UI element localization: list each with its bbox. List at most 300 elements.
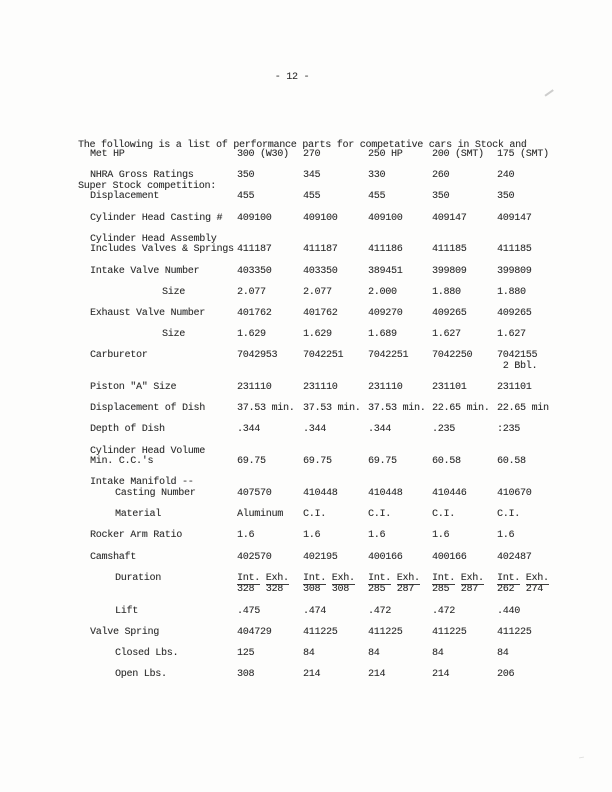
row-value <box>368 383 432 394</box>
value-line: 411185 <box>497 244 532 256</box>
row-value <box>368 649 432 660</box>
row-value <box>497 192 585 203</box>
value-line: 409147 <box>497 212 532 224</box>
value-line: .472 <box>368 605 392 617</box>
row-value <box>303 171 368 182</box>
duration-values: 308 308 <box>303 584 350 596</box>
row-value <box>303 245 368 256</box>
value-line: 22.65 min <box>497 403 549 415</box>
row-value <box>368 607 432 618</box>
row-value <box>368 309 432 320</box>
row-value <box>303 531 368 542</box>
row-value <box>432 192 497 203</box>
duration-exh-label: Exh. <box>265 572 289 584</box>
value-line: 175 (SMT) <box>497 149 549 160</box>
row-label <box>90 425 237 436</box>
row-value <box>368 489 432 500</box>
duration-values: 285 287 <box>432 584 479 596</box>
row-label-line: Piston "A" Size <box>90 382 177 394</box>
value-line: 7042250 <box>432 350 473 362</box>
value-line: 1.6 <box>368 530 386 542</box>
value-line: 402570 <box>237 551 272 563</box>
row-value <box>237 531 303 542</box>
row-value <box>368 245 432 256</box>
table-row <box>90 150 605 161</box>
value-line: 411185 <box>432 244 467 256</box>
row-value <box>237 383 303 394</box>
row-value <box>237 330 303 341</box>
scan-artifact <box>579 757 584 759</box>
row-value <box>368 351 432 362</box>
value-line: 1.880 <box>432 286 461 298</box>
row-label <box>90 235 237 256</box>
row-label <box>90 171 237 182</box>
row-value <box>237 489 303 500</box>
value-line: 231101 <box>432 382 467 394</box>
row-value <box>497 171 585 182</box>
row-value <box>432 171 497 182</box>
value-line: 410670 <box>497 488 532 499</box>
table-row <box>90 235 605 256</box>
value-line: 1.6 <box>432 530 450 542</box>
value-line: 7042251 <box>368 350 409 362</box>
row-label-line: Depth of Dish <box>90 424 165 436</box>
value-line: 403350 <box>237 265 272 277</box>
row-value <box>432 214 497 225</box>
value-line: 399809 <box>432 265 467 277</box>
row-label <box>90 574 237 585</box>
row-value <box>368 510 432 521</box>
value-line: .474 <box>303 605 327 617</box>
value-line: 240 <box>497 170 515 182</box>
row-value <box>432 425 497 436</box>
row-label-line: Carburetor <box>90 350 148 362</box>
value-line: 84 <box>368 647 380 659</box>
row-label-line: NHRA Gross Ratings <box>90 170 194 182</box>
table-row <box>90 574 605 596</box>
row-value <box>303 288 368 299</box>
row-label <box>90 553 237 564</box>
value-line: 7042251 <box>303 350 344 362</box>
table-row <box>90 510 605 521</box>
row-value <box>303 510 368 521</box>
value-line: 1.627 <box>432 329 461 341</box>
duration-values: 262 274 <box>497 584 544 596</box>
row-value <box>432 489 497 500</box>
row-label <box>90 649 237 660</box>
value-line: 214 <box>303 669 321 681</box>
row-label <box>90 447 237 468</box>
value-line: 7042953 <box>237 350 278 362</box>
table-row <box>90 649 605 660</box>
row-label-line: Intake Valve Number <box>90 265 200 277</box>
row-value <box>237 457 303 468</box>
row-value <box>432 628 497 639</box>
row-value <box>303 330 368 341</box>
row-value <box>497 553 585 564</box>
value-line: 455 <box>303 191 321 203</box>
row-value <box>237 288 303 299</box>
value-line: 2.077 <box>237 286 266 298</box>
row-value <box>237 628 303 639</box>
value-line: .344 <box>237 424 261 436</box>
value-line: 250 HP <box>368 149 403 160</box>
value-line: 409100 <box>237 212 272 224</box>
row-value <box>432 531 497 542</box>
value-line: 1.627 <box>497 329 526 341</box>
row-value <box>432 330 497 341</box>
table-row <box>90 670 605 681</box>
value-line: 404729 <box>237 626 272 638</box>
row-label <box>90 309 237 320</box>
row-value <box>303 214 368 225</box>
table-row <box>90 171 605 182</box>
row-value <box>303 457 368 468</box>
page-number: - 12 - <box>274 72 310 83</box>
row-value <box>237 510 303 521</box>
row-label <box>90 330 237 341</box>
value-line: 350 <box>497 191 515 203</box>
table-row <box>90 214 605 225</box>
row-value <box>497 245 585 256</box>
value-line: .344 <box>368 424 392 436</box>
value-line: 300 (W30) <box>237 149 289 160</box>
value-line: 7042155 <box>497 350 538 362</box>
row-value <box>303 649 368 660</box>
parts-table <box>90 150 605 691</box>
row-value <box>237 351 303 362</box>
value-line: 69.75 <box>368 456 397 468</box>
value-line: 22.65 min. <box>432 403 490 415</box>
value-line: C.I. <box>432 509 456 521</box>
row-value <box>237 607 303 618</box>
row-label-line: Cylinder Head Casting # <box>90 212 223 224</box>
row-value <box>237 214 303 225</box>
row-value <box>497 670 585 681</box>
duration-exh-label: Exh. <box>331 572 355 584</box>
row-value <box>237 245 303 256</box>
value-line: 37.53 min. <box>303 403 361 415</box>
value-line: C.I. <box>303 509 327 521</box>
row-label <box>90 351 237 362</box>
row-value <box>497 457 585 468</box>
row-label <box>90 670 237 681</box>
row-value <box>432 245 497 256</box>
value-line: 401762 <box>237 307 272 319</box>
row-value <box>432 574 497 596</box>
value-line: 345 <box>303 170 321 182</box>
row-value <box>237 171 303 182</box>
row-label-line: Valve Spring <box>90 626 160 638</box>
row-value <box>368 171 432 182</box>
duration-exh-label: Exh. <box>460 572 484 584</box>
row-value <box>303 267 368 278</box>
value-line: 400166 <box>432 551 467 563</box>
value-line: 330 <box>368 170 386 182</box>
value-line: 411187 <box>237 244 272 256</box>
table-row <box>90 531 605 542</box>
table-row <box>90 607 605 618</box>
row-label-line: Met HP <box>90 149 125 160</box>
row-label <box>90 478 237 499</box>
value-line: 455 <box>237 191 255 203</box>
row-label <box>90 192 237 203</box>
value-line: 1.880 <box>497 286 526 298</box>
row-label <box>90 214 237 225</box>
value-line: 2.000 <box>368 286 397 298</box>
row-value <box>432 351 497 362</box>
row-value <box>497 330 585 341</box>
table-row <box>90 553 605 564</box>
row-label <box>90 628 237 639</box>
row-value <box>432 553 497 564</box>
row-value <box>368 404 432 415</box>
row-label-line: Cylinder Head Assembly <box>90 233 217 245</box>
row-value <box>368 267 432 278</box>
row-value <box>368 531 432 542</box>
row-value <box>303 489 368 500</box>
duration-int-label: Int. <box>497 572 521 584</box>
table-row <box>90 192 605 203</box>
value-line: 1.6 <box>237 530 255 542</box>
row-value <box>237 404 303 415</box>
value-line: 125 <box>237 647 255 659</box>
row-label <box>90 288 237 299</box>
row-value <box>368 288 432 299</box>
row-value <box>237 425 303 436</box>
table-row <box>90 309 605 320</box>
row-value <box>368 670 432 681</box>
row-label-line: Displacement of Dish <box>90 403 206 415</box>
value-line: .472 <box>432 605 456 617</box>
duration-exh-label: Exh. <box>525 572 549 584</box>
table-row <box>90 478 605 499</box>
row-label-line: Duration <box>115 572 162 584</box>
value-line: 206 <box>497 669 515 681</box>
value-line: 350 <box>237 170 255 182</box>
row-value <box>497 404 585 415</box>
row-value <box>497 150 585 161</box>
row-value <box>497 531 585 542</box>
value-line: 409265 <box>432 307 467 319</box>
value-line: 400166 <box>368 551 403 563</box>
row-value <box>497 309 585 320</box>
row-value <box>497 489 585 500</box>
row-value <box>497 351 585 372</box>
value-line: 2.077 <box>303 286 332 298</box>
row-value <box>368 457 432 468</box>
row-value <box>303 383 368 394</box>
duration-int-label: Int. <box>368 572 392 584</box>
value-line: 231101 <box>497 382 532 394</box>
row-value <box>303 628 368 639</box>
row-value <box>237 267 303 278</box>
duration-values: 328 328 <box>237 584 284 596</box>
row-value <box>237 574 303 596</box>
table-row <box>90 447 605 468</box>
value-line: 410448 <box>368 488 403 499</box>
row-value <box>368 574 432 596</box>
value-line: 401762 <box>303 307 338 319</box>
row-value <box>368 330 432 341</box>
row-label-line: Lift <box>115 605 139 617</box>
value-line: 231110 <box>237 382 272 394</box>
value-line: 84 <box>303 647 315 659</box>
row-label-line: Open Lbs. <box>115 669 167 681</box>
table-row <box>90 267 605 278</box>
value-line: 411186 <box>368 244 403 256</box>
value-line: 60.58 <box>432 456 461 468</box>
value-line: .235 <box>432 424 456 436</box>
value-line: 389451 <box>368 265 403 277</box>
row-label-line: Intake Manifold -- <box>90 477 194 489</box>
value-line: 409147 <box>432 212 467 224</box>
value-line: 214 <box>432 669 450 681</box>
row-label-line: Displacement <box>90 191 160 203</box>
table-row <box>90 425 605 436</box>
row-value <box>237 150 303 161</box>
value-line: 214 <box>368 669 386 681</box>
row-value <box>497 267 585 278</box>
value-line: 260 <box>432 170 450 182</box>
row-label <box>90 383 237 394</box>
value-line: 350 <box>432 191 450 203</box>
row-label <box>90 267 237 278</box>
value-line: Aluminum <box>237 509 284 521</box>
row-value <box>432 670 497 681</box>
value-line: 231110 <box>368 382 403 394</box>
table-row <box>90 628 605 639</box>
row-value <box>432 150 497 161</box>
value-line: 231110 <box>303 382 338 394</box>
value-line: 1.629 <box>303 329 332 341</box>
row-label <box>90 531 237 542</box>
table-row <box>90 404 605 415</box>
row-label-line: Size <box>162 286 186 298</box>
row-value <box>432 383 497 394</box>
duration-int-label: Int. <box>237 572 261 584</box>
row-label <box>90 510 237 521</box>
intro-line-1: The following is a list of performance parts for competative cars in Stock and <box>78 140 527 151</box>
value-line: 37.53 min. <box>368 403 426 415</box>
row-value <box>497 628 585 639</box>
value-line: 1.629 <box>237 329 266 341</box>
row-value <box>497 510 585 521</box>
value-line: 37.53 min. <box>237 403 295 415</box>
row-value <box>432 404 497 415</box>
value-line: 411225 <box>303 626 338 638</box>
row-value <box>303 670 368 681</box>
row-value <box>237 309 303 320</box>
row-value <box>237 670 303 681</box>
value-line: 411225 <box>368 626 403 638</box>
value-line: 200 (SMT) <box>432 149 484 160</box>
value-line: 270 <box>303 149 321 160</box>
value-line: 409100 <box>303 212 338 224</box>
row-value <box>303 351 368 362</box>
value-line: C.I. <box>497 509 521 521</box>
row-label <box>90 607 237 618</box>
row-value <box>237 553 303 564</box>
row-value <box>497 425 585 436</box>
row-value <box>368 214 432 225</box>
row-value <box>497 288 585 299</box>
value-line: 409100 <box>368 212 403 224</box>
duration-int-label: Int. <box>432 572 456 584</box>
row-value <box>303 150 368 161</box>
value-line: 411225 <box>497 626 532 638</box>
value-line: 1.6 <box>303 530 321 542</box>
intro-line-2: Super Stock competition: <box>78 180 217 192</box>
row-value <box>368 150 432 161</box>
value-line: 399809 <box>497 265 532 277</box>
row-value <box>237 649 303 660</box>
table-row <box>90 351 605 372</box>
value-line: 1.6 <box>497 530 515 542</box>
row-value <box>368 628 432 639</box>
value-line: 409270 <box>368 307 403 319</box>
row-value <box>368 553 432 564</box>
row-value <box>303 607 368 618</box>
row-value <box>303 309 368 320</box>
value-line: 84 <box>497 647 509 659</box>
row-value <box>432 267 497 278</box>
value-line: 403350 <box>303 265 338 277</box>
scan-artifact <box>544 89 553 96</box>
table-row <box>90 288 605 299</box>
row-value <box>368 425 432 436</box>
value-line: 69.75 <box>303 456 332 468</box>
row-value <box>303 574 368 596</box>
row-value <box>497 574 585 596</box>
value-line: .475 <box>237 605 261 617</box>
table-row <box>90 330 605 341</box>
table-row <box>90 383 605 394</box>
row-value <box>432 309 497 320</box>
value-line: 410446 <box>432 488 467 499</box>
row-value <box>303 425 368 436</box>
row-value <box>368 192 432 203</box>
value-line: 409265 <box>497 307 532 319</box>
row-label-line: Material <box>115 509 162 521</box>
row-value <box>237 192 303 203</box>
row-value <box>303 404 368 415</box>
row-label-line: Includes Valves & Springs <box>90 244 234 256</box>
row-value <box>303 192 368 203</box>
value-line: :235 <box>497 424 521 436</box>
row-label <box>90 150 237 161</box>
duration-exh-label: Exh. <box>396 572 420 584</box>
duration-values: 285 287 <box>368 584 415 596</box>
value-line: 1.689 <box>368 329 397 341</box>
row-value <box>432 510 497 521</box>
row-label-line: Rocker Arm Ratio <box>90 530 183 542</box>
row-label-line: Camshaft <box>90 551 137 563</box>
value-line: 308 <box>237 669 255 681</box>
row-value <box>497 649 585 660</box>
row-label <box>90 404 237 415</box>
row-label-line: Size <box>162 329 186 341</box>
value-line: 411187 <box>303 244 338 256</box>
row-label-line: Exhaust Valve Number <box>90 307 206 319</box>
row-value <box>497 214 585 225</box>
row-label-line: Casting Number <box>115 488 196 499</box>
value-line: 410448 <box>303 488 338 499</box>
value-line: 69.75 <box>237 456 266 468</box>
row-label-line: Closed Lbs. <box>115 647 179 659</box>
value-line: 402487 <box>497 551 532 563</box>
row-value <box>432 457 497 468</box>
